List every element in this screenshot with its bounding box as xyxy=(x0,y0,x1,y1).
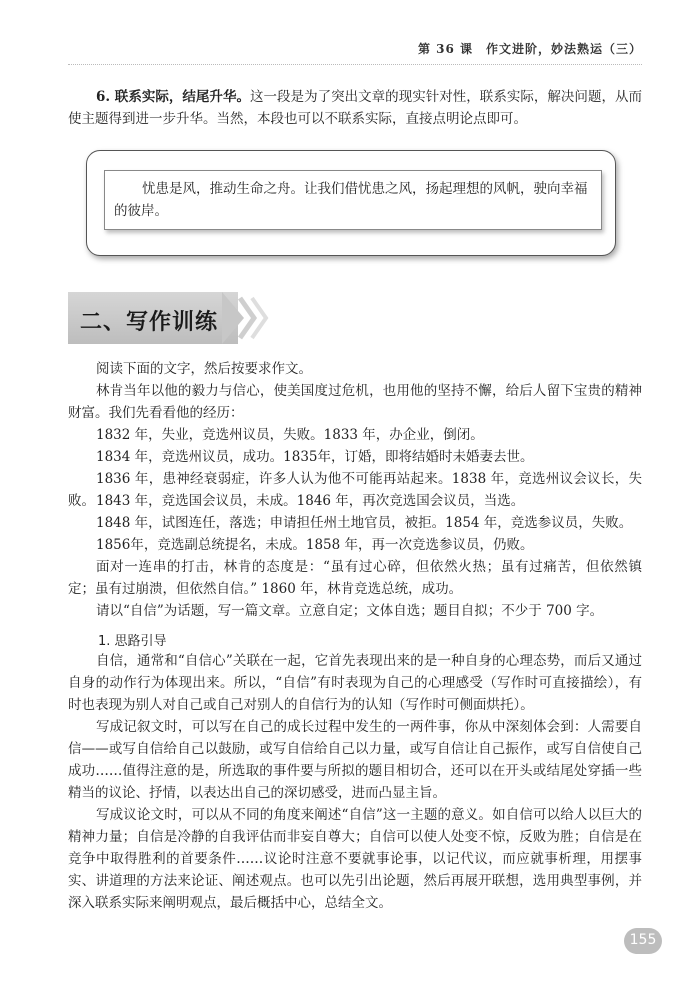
prompt-line: 1856年，竞选副总统提名，未成。1858 年，再一次竞选参议员，仍败。 xyxy=(96,537,534,553)
prompt-line: 1848 年，试图连任，落选；申请担任州土地官员，被拒。1854 年，竞选参议员，失败。 xyxy=(96,515,633,531)
prompt-line: 面对一连串的打击，林肯的态度是：“虽有过心碎，但依然火热；虽有过痛苦，但依然镇定；虽有过崩溃，但依然自信。” 1860 年，林肯竞选总统，成功。 xyxy=(68,559,642,597)
header-divider xyxy=(68,64,642,65)
chevron-right-icon xyxy=(248,296,270,340)
section-title: 二、写作训练 xyxy=(80,310,219,335)
page-number-badge xyxy=(624,928,662,954)
page-header-title: 第 36 课 作文进阶，妙法熟运（三） xyxy=(417,42,642,56)
prompt-line: 1836 年，患神经衰弱症，许多人认为他不可能再站起来。1838 年，竞选州议会议长，失败。 xyxy=(68,471,642,509)
example-text: 忧患是风，推动生命之舟。让我们借忧患之风，扬起理想的风帆，驶向幸福的彼岸。 xyxy=(114,181,588,219)
intro-label: 6. 联系实际，结尾升华。 xyxy=(96,89,250,105)
prompt-line: 林肯当年以他的毅力与信心，使美国度过危机，也用他的坚持不懈，给后人留下宝贵的精神财富。我们先看看他的经历： xyxy=(68,383,642,421)
intro-text: 这一段是为了突出文章的现实针对性，联系实际，解决问题，从而使主题得到进一步升华。当然，本段也可以不联系实际，直接点明论点即可。 xyxy=(68,89,643,127)
prompt-line: 1843 年，竞选国会议员，未成。1846 年，再次竞选国会议员，当选。 xyxy=(96,493,525,509)
guide-paragraph: 写成议论文时，可以从不同的角度来阐述“自信”这一主题的意义。如自信可以给人以巨大的精神力量；自信是冷静的自我评估而非妄自尊大；自信可以使人处变不惊，反败为胜；自信是在竞争中取得胜利的首要条件……议论时注意不要就事论事，以记代议，而应就事析理，用摆事实、讲道理的方法来论证、阐述观点。也可以先引出论题，然后再展开联想，选用典型事例，并深入联系实际来阐明观点，最后概括中心，总结全文。 xyxy=(68,807,642,911)
intro-paragraph xyxy=(68,86,642,130)
page-number: 155 xyxy=(629,932,657,948)
guide-heading: 1. 思路引导 xyxy=(98,634,167,649)
guide-paragraph: 写成记叙文时，可以写在自己的成长过程中发生的一两件事，你从中深刻体会到：人需要自信——或写自信给自己以鼓励，或写自信给自己以力量，或写自信让自己振作，或写自信使自己成功……值得注意的是，所选取的事件要与所拟的题目相切合，还可以在开头或结尾处穿插一些精当的议论、抒情，以表达出自己的深切感受，进而凸显主旨。 xyxy=(68,719,642,801)
prompt-line: 1834 年，竞选州议员，成功。1835年，订婚，即将结婚时未婚妻去世。 xyxy=(96,449,534,465)
prompt-lead: 阅读下面的文字，然后按要求作文。 xyxy=(96,361,312,377)
prompt-task: 请以“自信”为话题，写一篇文章。立意自定；文体自选；题目自拟；不少于 700 字。 xyxy=(96,603,604,619)
prompt-line: 1832 年，失业，竞选州议员，失败。1833 年，办企业，倒闭。 xyxy=(96,427,484,443)
guide-paragraph: 自信，通常和“自信心”关联在一起，它首先表现出来的是一种自身的心理态势，而后又通过自身的动作行为体现出来。所以，“自信”有时表现为自己的心理感受（写作时可直接描绘），有时也表现为别人对自己或自己对别人的自信行为的认知（写作时可侧面烘托）。 xyxy=(68,653,642,713)
